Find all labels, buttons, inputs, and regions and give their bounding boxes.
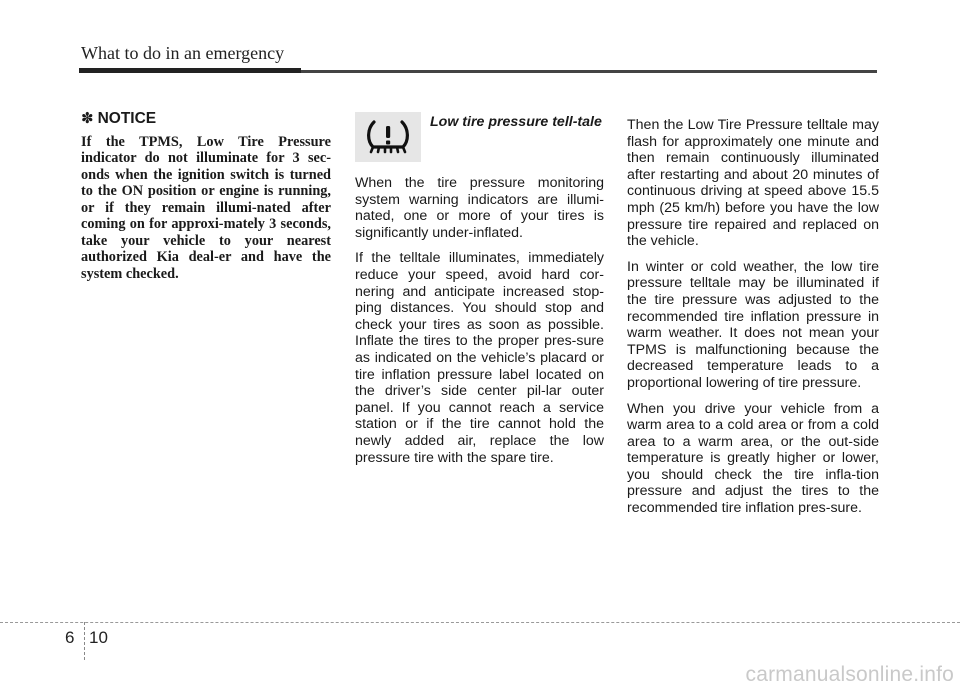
- column3-paragraph-2: In winter or cold weather, the low tire pressure telltale may be illuminated if the tire pressure was adjusted to the recommended tire inflation pressure in warm weather. It does not mean your TPMS is malfunctioning because the decreased temperature leads to a proportional lowering of tire pressure.: [627, 258, 879, 391]
- column3-paragraph-3: When you drive your vehicle from a warm area to a cold area or from a cold area to a warm area, or the out-side temperature is greatly higher or lower, you should check the tire infla-tion pressure and adjust the tires to the recommended tire inflation pres-sure.: [627, 400, 879, 517]
- header-rule-accent: [79, 68, 301, 73]
- tire-warning-icon: [365, 119, 411, 155]
- notice-heading-label: NOTICE: [97, 110, 157, 127]
- telltale-header: [355, 112, 604, 162]
- column3-paragraph-1: Then the Low Tire Pressure telltale may flash for approximately one minute and then remain continuously illuminated after restarting and about 20 minutes of continuous driving at speed above 15.5 mph (25 km/h) before you have the low pressure tire repaired and replaced on the vehicle.: [627, 117, 879, 250]
- notice-star-icon: ✽: [81, 110, 94, 127]
- telltale-paragraph-2: If the telltale illuminates, immediately reduce your speed, avoid hard cor-nering and anticipate increased stop-ping distances. You should stop and check your tires as soon as possible. Inflate the tires to the proper pres-sure as indicated on the vehicle’s placard or tire inflation pressure label located on the driver’s side center pil-lar outer panel. If you cannot reach a service station or if the tire cannot hold the newly added air, replace the low pressure tire with the spare tire.: [355, 250, 604, 466]
- telltale-column: [355, 112, 604, 475]
- telltale-paragraph-1: When the tire pressure monitoring system warning indicators are illumi-nated, one or more of your tires is significantly under-inflated.: [355, 175, 604, 241]
- chapter-number: 6: [65, 628, 75, 647]
- telltale-title: Low tire pressure tell-tale: [430, 114, 602, 130]
- page-number: 10: [89, 628, 108, 647]
- footer-divider: [84, 622, 85, 660]
- continued-column: [627, 117, 879, 526]
- low-tire-pressure-icon: [355, 112, 421, 162]
- notice-column: [81, 111, 331, 291]
- notice-body: If the TPMS, Low Tire Pressure indicator do not illuminate for 3 sec-onds when the ignition switch is turned to the ON position or engine is running, or if they remain illumi-nated after coming on for approxi-mately 3 seconds, take your vehicle to your nearest authorized Kia deal-er and have the system checked.: [81, 133, 331, 282]
- watermark: carmanualsonline.info: [745, 663, 954, 686]
- notice-heading: [81, 111, 331, 128]
- footer-rule: [0, 622, 960, 623]
- page-header-title: What to do in an emergency: [81, 43, 285, 63]
